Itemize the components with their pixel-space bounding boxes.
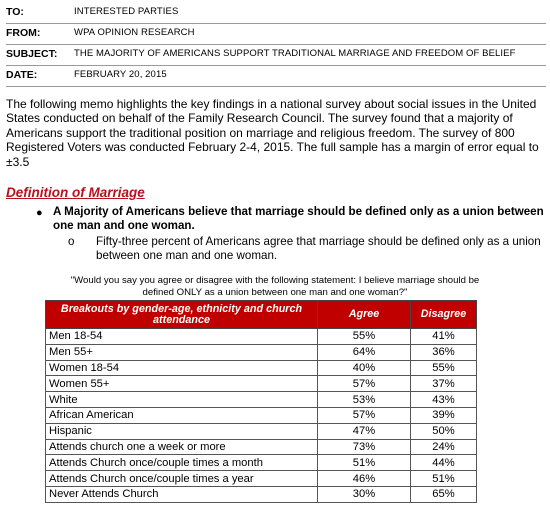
disagree-value: 50% xyxy=(411,423,477,439)
table-row xyxy=(46,329,477,345)
disagree-value: 43% xyxy=(411,392,477,408)
agree-value: 47% xyxy=(318,423,411,439)
header-breakouts: Breakouts by gender-age, ethnicity and church attendance xyxy=(46,301,318,329)
row-label: Never Attends Church xyxy=(46,486,318,502)
agree-value: 57% xyxy=(318,407,411,423)
section-title: Definition of Marriage xyxy=(6,185,145,200)
header-disagree: Disagree xyxy=(411,301,477,329)
disagree-value: 36% xyxy=(411,344,477,360)
table-row xyxy=(46,344,477,360)
table-row xyxy=(46,407,477,423)
table-header-row xyxy=(46,301,477,329)
memo-to-row xyxy=(6,3,546,24)
table-row xyxy=(46,423,477,439)
bullet-dot-icon: ● xyxy=(36,207,43,219)
disagree-value: 51% xyxy=(411,471,477,487)
key-finding-text: A Majority of Americans believe that marriage should be defined only as a union between one man and one woman. xyxy=(53,205,544,232)
row-label: Attends Church once/couple times a month xyxy=(46,455,318,471)
row-label: African American xyxy=(46,407,318,423)
agree-value: 51% xyxy=(318,455,411,471)
memo-from-label: FROM: xyxy=(6,27,41,39)
sub-finding-text: Fifty-three percent of Americans agree that marriage should be defined only as a union between one man and one woman. xyxy=(96,235,541,262)
results-table xyxy=(45,300,477,503)
table-row xyxy=(46,455,477,471)
disagree-value: 39% xyxy=(411,407,477,423)
disagree-value: 55% xyxy=(411,360,477,376)
disagree-value: 65% xyxy=(411,486,477,502)
memo-to-label: TO: xyxy=(6,6,24,18)
agree-value: 46% xyxy=(318,471,411,487)
agree-value: 57% xyxy=(318,376,411,392)
agree-value: 30% xyxy=(318,486,411,502)
agree-value: 55% xyxy=(318,329,411,345)
agree-value: 40% xyxy=(318,360,411,376)
table-row xyxy=(46,360,477,376)
table-row xyxy=(46,376,477,392)
memo-date-value: FEBRUARY 20, 2015 xyxy=(74,69,167,80)
table-row xyxy=(46,471,477,487)
memo-date-row xyxy=(6,66,546,87)
table-row xyxy=(46,439,477,455)
memo-from-row xyxy=(6,24,546,45)
table-row xyxy=(46,392,477,408)
memo-from-value: WPA OPINION RESEARCH xyxy=(74,27,195,38)
disagree-value: 37% xyxy=(411,376,477,392)
disagree-value: 24% xyxy=(411,439,477,455)
row-label: Men 18-54 xyxy=(46,329,318,345)
memo-date-label: DATE: xyxy=(6,69,38,81)
memo-subject-label: SUBJECT: xyxy=(6,48,58,60)
row-label: Attends church one a week or more xyxy=(46,439,318,455)
agree-value: 53% xyxy=(318,392,411,408)
disagree-value: 44% xyxy=(411,455,477,471)
memo-subject-row xyxy=(6,45,546,66)
row-label: Women 18-54 xyxy=(46,360,318,376)
agree-value: 73% xyxy=(318,439,411,455)
table-row xyxy=(46,486,477,502)
disagree-value: 41% xyxy=(411,329,477,345)
intro-paragraph: The following memo highlights the key findings in a national survey about social issues in the United States conducted on behalf of the Family Research Council. The survey found that a majority of Americans support the traditional position on marriage and religious freedom. The survey of 800 Registered Voters was conducted February 2-4, 2015. The full sample has a margin of error equal to ±3.5 xyxy=(6,97,539,169)
row-label: Hispanic xyxy=(46,423,318,439)
survey-question: "Would you say you agree or disagree with the following statement: I believe marriage should be defined ONLY as a union between one man and one woman?" xyxy=(70,275,480,298)
header-agree: Agree xyxy=(318,301,411,329)
row-label: Women 55+ xyxy=(46,376,318,392)
row-label: Men 55+ xyxy=(46,344,318,360)
memo-to-value: INTERESTED PARTIES xyxy=(74,6,179,17)
memo-subject-value: THE MAJORITY OF AMERICANS SUPPORT TRADITIONAL MARRIAGE AND FREEDOM OF BELIEF xyxy=(74,48,516,59)
row-label: Attends Church once/couple times a year xyxy=(46,471,318,487)
row-label: White xyxy=(46,392,318,408)
circle-bullet-icon: o xyxy=(68,235,75,248)
agree-value: 64% xyxy=(318,344,411,360)
